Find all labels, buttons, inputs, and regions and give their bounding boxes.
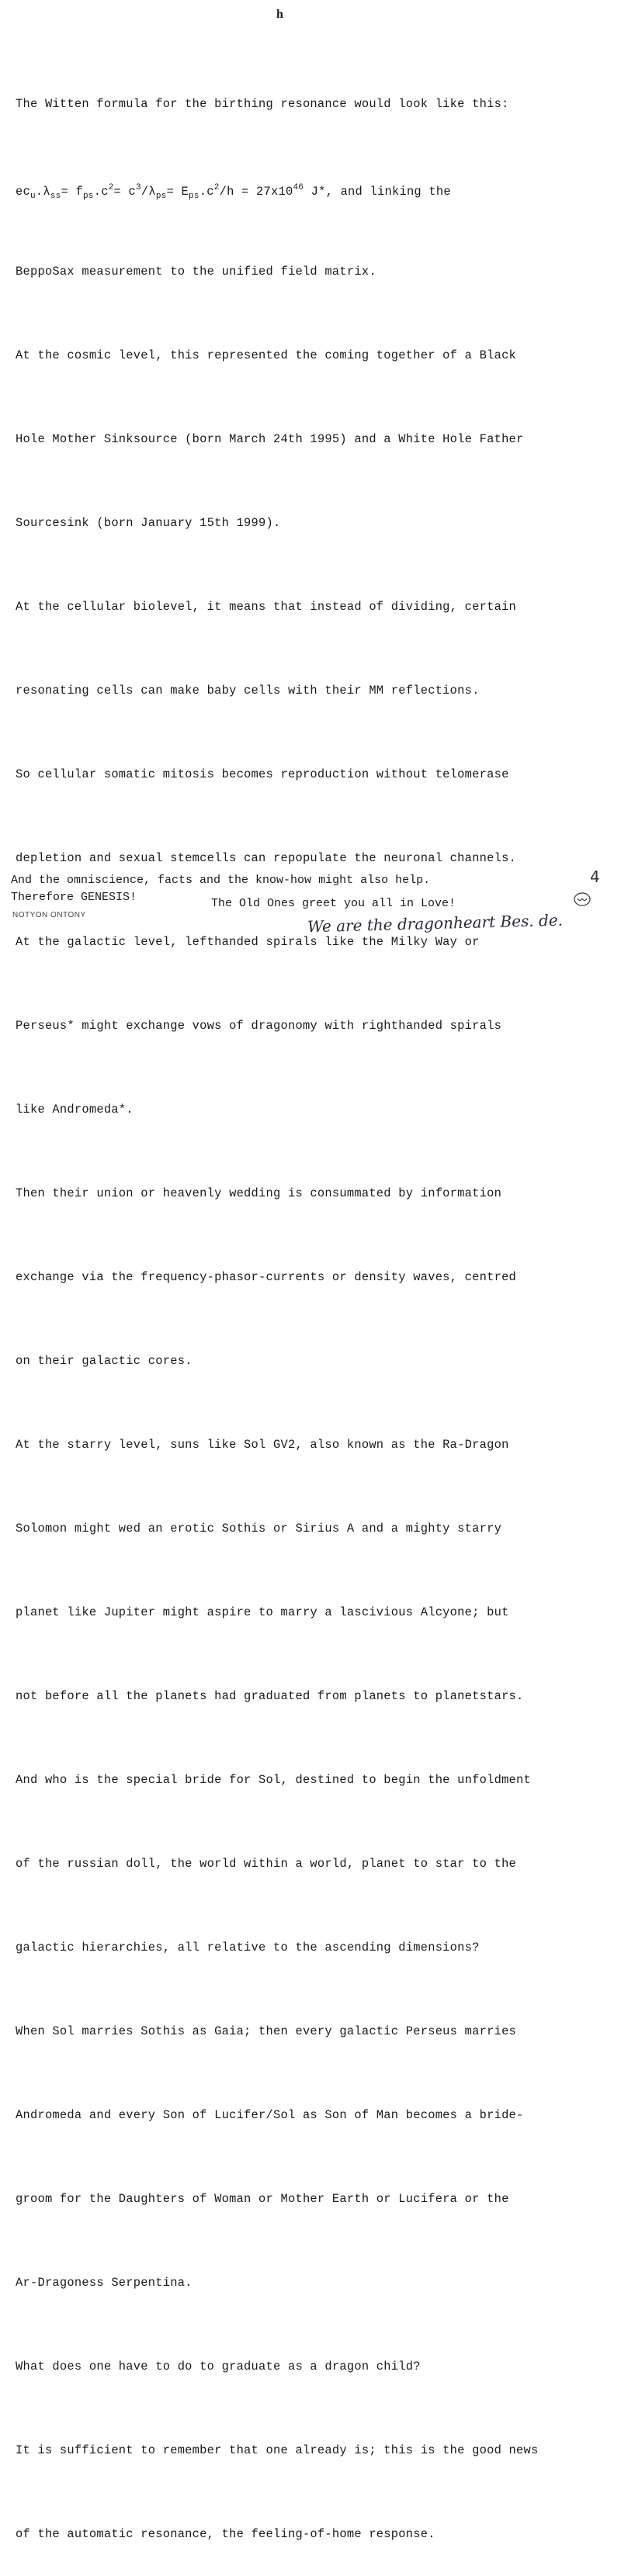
handwritten-doodle-icon bbox=[571, 889, 593, 909]
text-line: groom for the Daughters of Woman or Mother Earth or Lucifera or the bbox=[16, 2192, 509, 2206]
text-line: The Witten formula for the birthing resonance would look like this: bbox=[16, 97, 509, 111]
text-line: At the starry level, suns like Sol GV2, also known as the Ra-Dragon bbox=[16, 1438, 509, 1452]
text-line: of the russian doll, the world within a world, planet to star to the bbox=[16, 1857, 517, 1871]
document-body bbox=[16, 34, 613, 2576]
text-line: planet like Jupiter might aspire to marry a lascivious Alcyone; but bbox=[16, 1605, 509, 1619]
text-line: Andromeda and every Son of Lucifer/Sol as Son of Man becomes a bride- bbox=[16, 2108, 524, 2122]
page-header-letter: h bbox=[276, 8, 283, 21]
text-line: Solomon might wed an erotic Sothis or Sirius A and a mighty starry bbox=[16, 1522, 502, 1536]
handwritten-signature: We are the dragonheart Bes. de. bbox=[307, 910, 564, 937]
text-line: At the cosmic level, this represented the coming together of a Black bbox=[16, 348, 517, 362]
closing-line: And the omniscience, facts and the know-how might also help. bbox=[11, 874, 431, 887]
text-line: It is sufficient to remember that one already is; this is the good news bbox=[16, 2443, 539, 2457]
text-line: exchange via the frequency-phasor-currents or density waves, centred bbox=[16, 1270, 517, 1284]
name-stamp: NOTYON ONTONY bbox=[12, 911, 86, 919]
text-line: depletion and sexual stemcells can repopulate the neuronal channels. bbox=[16, 851, 517, 865]
text-line: Ar-Dragoness Serpentina. bbox=[16, 2276, 193, 2290]
text-line: galactic hierarchies, all relative to the ascending dimensions? bbox=[16, 1941, 480, 1955]
text-line: At the cellular biolevel, it means that instead of dividing, certain bbox=[16, 600, 517, 614]
text-line: So cellular somatic mitosis becomes reproduction without telomerase bbox=[16, 767, 509, 781]
text-line: on their galactic cores. bbox=[16, 1354, 193, 1368]
closing-exclamation: Therefore GENESIS! bbox=[11, 891, 137, 904]
text-line: of the automatic resonance, the feeling-of-home response. bbox=[16, 2527, 435, 2541]
text-line: not before all the planets had graduated from planets to planetstars. bbox=[16, 1689, 524, 1703]
text-line: like Andromeda*. bbox=[16, 1103, 134, 1117]
text-line: Sourcesink (born January 15th 1999). bbox=[16, 516, 281, 530]
text-line: Hole Mother Sinksource (born March 24th 1995) and a White Hole Father bbox=[16, 432, 524, 446]
text-line: What does one have to do to graduate as a dragon child? bbox=[16, 2360, 421, 2373]
greeting-line: The Old Ones greet you all in Love! bbox=[211, 897, 456, 910]
formula-line: $ec_u.\lambda_{ss}= f_{ps}.c^2= c^3/\lambda_{ps}= E_{ps}.c^2/h = 27x10^{46}$ J*, and linking the bbox=[16, 183, 451, 201]
text-line: BeppoSax measurement to the unified field matrix. bbox=[16, 265, 376, 279]
text-line: At the galactic level, lefthanded spirals like the Milky Way or bbox=[16, 935, 480, 949]
text-line: And who is the special bride for Sol, destined to begin the unfoldment bbox=[16, 1773, 532, 1787]
handwritten-page-number: 4 bbox=[590, 867, 600, 886]
text-line: Then their union or heavenly wedding is consummated by information bbox=[16, 1186, 502, 1200]
text-line: When Sol marries Sothis as Gaia; then every galactic Perseus marries bbox=[16, 2024, 517, 2038]
text-line: Perseus* might exchange vows of dragonomy with righthanded spirals bbox=[16, 1019, 502, 1033]
text-line: resonating cells can make baby cells with their MM reflections. bbox=[16, 684, 480, 698]
